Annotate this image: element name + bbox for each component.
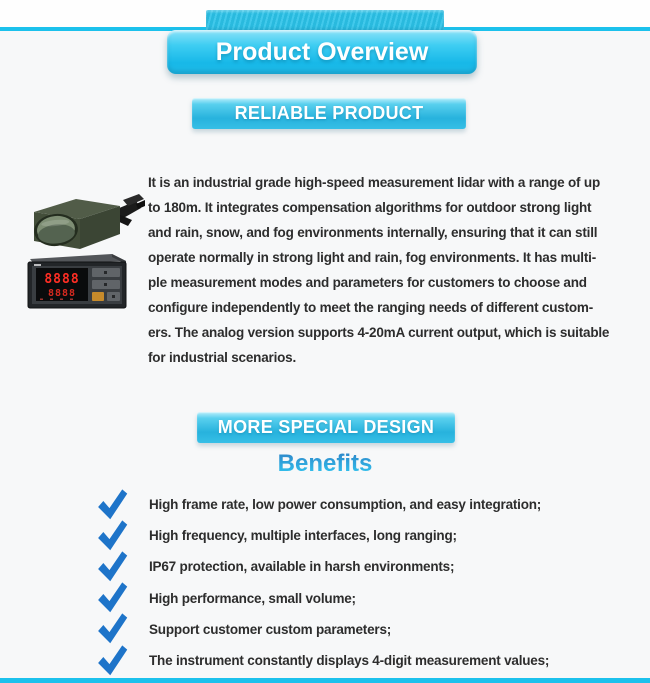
benefit-item: [94, 583, 549, 614]
meter-display-bottom: 8888: [47, 288, 77, 299]
description-line: to 180m. It integrates compensation algorithms for outdoor strong light: [148, 200, 592, 215]
description-line: and rain, snow, and fog environments internally, ensuring that it can still: [148, 225, 598, 240]
description-line: for industrial scenarios.: [148, 350, 297, 365]
benefit-text: IP67 protection, available in harsh environments;: [149, 559, 455, 575]
more-special-design-banner: MORE SPECIAL DESIGN: [197, 412, 455, 443]
product-description: [148, 170, 609, 370]
benefit-item: [94, 614, 549, 645]
description-line: ple measurement modes and parameters for customers to choose and: [148, 275, 587, 290]
check-icon: [93, 551, 133, 584]
benefit-item: [94, 520, 549, 551]
check-icon: [93, 613, 133, 646]
benefit-text: High frequency, multiple interfaces, long ranging;: [149, 528, 457, 544]
header-ribbon: [206, 10, 444, 31]
check-icon: [93, 519, 133, 552]
check-icon: [93, 582, 133, 615]
description-line: It is an industrial grade high-speed measurement lidar with a range of up: [148, 175, 600, 190]
benefits-list: [94, 489, 549, 676]
benefit-text: High performance, small volume;: [149, 590, 356, 606]
benefit-text: The instrument constantly displays 4-digit measurement values;: [149, 653, 550, 669]
description-line: configure independently to meet the ranging needs of different custom-: [148, 300, 594, 315]
meter-display-top: 8888: [44, 272, 80, 287]
description-line: operate normally in strong light and rain, fog environments. It has multi-: [148, 250, 596, 265]
reliable-product-banner: RELIABLE PRODUCT: [192, 98, 466, 129]
product-overview-button: [167, 30, 477, 74]
benefit-item: [94, 489, 549, 520]
benefit-item: [94, 645, 549, 676]
check-icon: [93, 644, 133, 677]
benefits-heading: Benefits: [0, 450, 650, 478]
panel-meter-image: [24, 252, 132, 312]
check-icon: [93, 488, 133, 521]
description-line: ers. The analog version supports 4-20mA current output, which is suitable: [148, 325, 610, 340]
page-title: Product Overview: [215, 37, 429, 66]
benefit-text: Support customer custom parameters;: [149, 621, 392, 637]
benefit-text: High frame rate, low power consumption, and easy integration;: [149, 497, 542, 513]
benefit-item: [94, 551, 549, 582]
bottom-divider-line: [0, 678, 650, 683]
